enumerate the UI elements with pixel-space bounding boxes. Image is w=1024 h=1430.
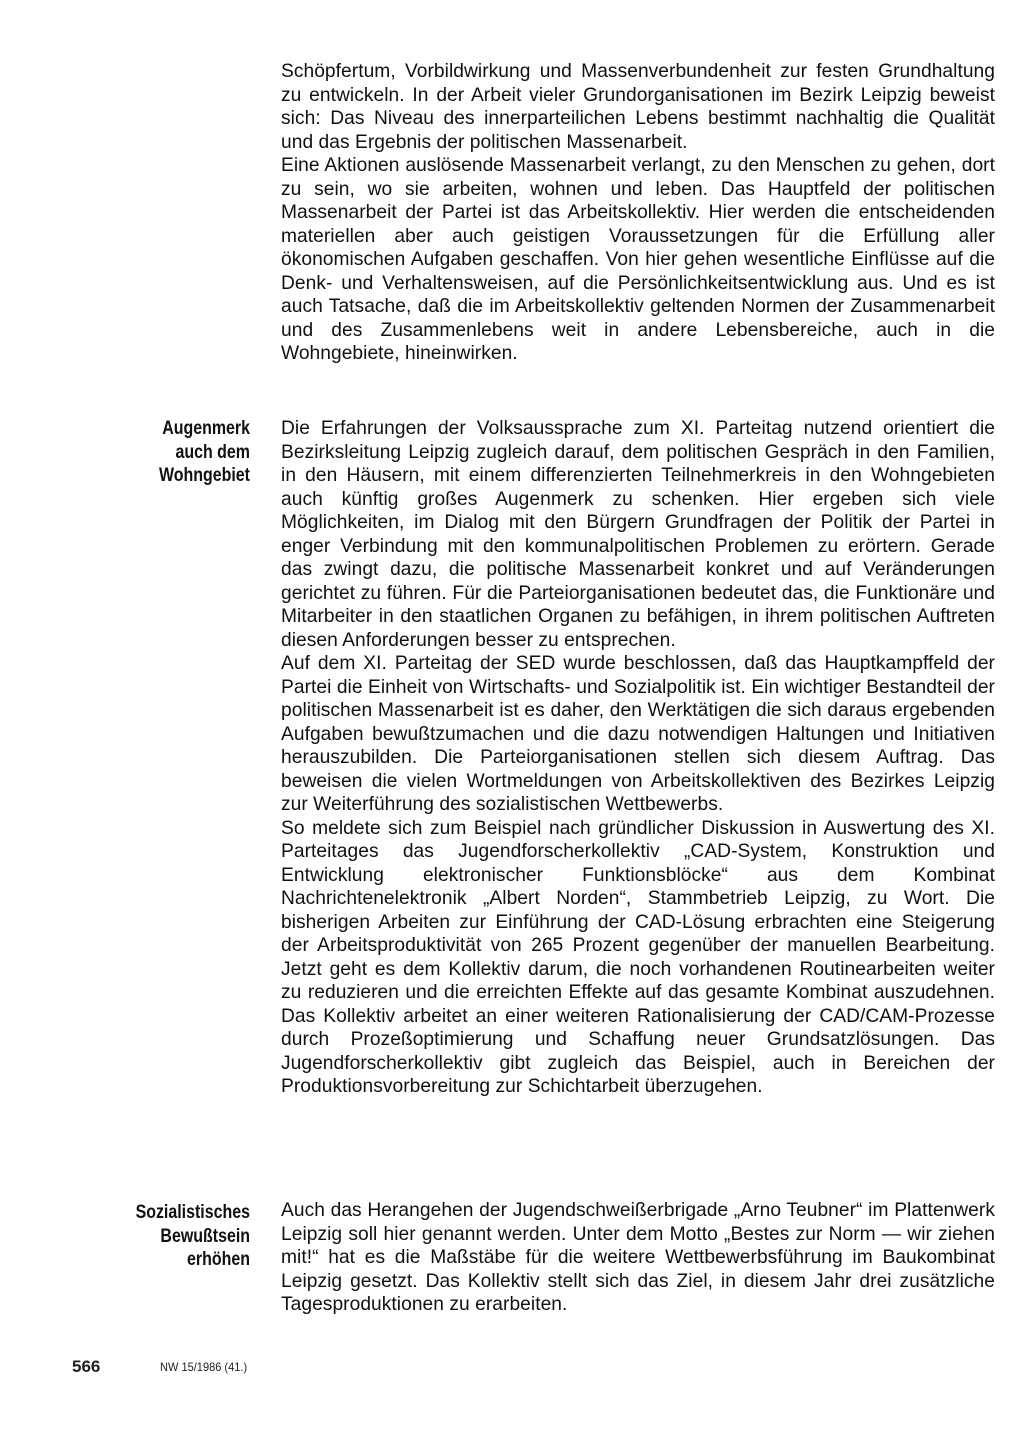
- text-block-wohngebiet: [281, 417, 995, 1099]
- paragraph: So meldete sich zum Beispiel nach gründlicher Diskussion in Auswertung des XI. Parteitages das Jugendforscherkollektiv „CAD-System, Konstruktion und Entwicklung elektronischer Funktionsblöcke“ aus dem Kombinat Nachrichtenelektronik „Albert Norden“, Stammbetrieb Leipzig, zu Wort. Die bisherigen Arbeiten zur Einführung der CAD-Lösung erbrachten eine Steigerung der Arbeitsproduktivität von 265 Prozent gegenüber der manuellen Bearbeitung. Jetzt geht es dem Kollektiv darum, die noch vorhandenen Routinearbeiten weiter zu reduzieren und die erreichten Effekte auf das gesamte Kombinat auszudehnen. Das Kollektiv arbeitet an einer weiteren Rationalisierung der CAD/CAM-Prozesse durch Prozeßoptimierung und Schaffung neuer Grundsatzlösungen. Das Jugendforscherkollektiv gibt zugleich das Beispiel, auch in Bereichen der Produktionsvorbereitung zur Schichtarbeit überzugehen.: [281, 817, 995, 1097]
- paragraph: Eine Aktionen auslösende Massenarbeit verlangt, zu den Menschen zu gehen, dort zu sein, wo sie arbeiten, wohnen und leben. Das Hauptfeld der politischen Massenarbeit der Partei ist das Arbeitskollektiv. Hier werden die entscheidenden materiellen aber auch geistigen Voraussetzungen für die Erfüllung aller ökonomischen Aufgaben geschaffen. Von hier gehen wesentliche Einflüsse auf die Denk- und Verhaltensweisen, auf die Persönlichkeitsentwicklung aus. Und es ist auch Tatsache, daß die im Arbeitskollektiv geltenden Normen der Zusammenarbeit und des Zusammenlebens weit in andere Lebensbereiche, auch in die Wohngebiete, hineinwirken.: [281, 155, 995, 364]
- text-block-bewusstsein: [281, 1199, 995, 1317]
- paragraph: Die Erfahrungen der Volksaussprache zum XI. Parteitag nutzend orientiert die Bezirksleitung Leipzig zugleich darauf, dem politischen Gespräch in den Familien, in den Häusern, mit einem differenzierten Teilnehmerkreis in den Wohngebieten auch künftig großes Augenmerk zu schenken. Hier ergeben sich viele Möglichkeiten, im Dialog mit den Bürgern Grundfragen der Politik der Partei in enger Verbindung mit den kommunalpolitischen Problemen zu erörtern. Gerade das zwingt dazu, die politische Massenarbeit konkret und auf Veränderungen gerichtet zu führen. Für die Parteiorganisationen bedeutet das, die Funktionäre und Mitarbeiter in den staatlichen Organen zu befähigen, in ihrem politischen Auftreten diesen Anforderungen besser zu entsprechen.: [281, 418, 995, 651]
- paragraph: Auch das Herangehen der Jugendschweißerbrigade „Arno Teubner“ im Plattenwerk Leipzig soll hier genannt werden. Unter dem Motto „Bestes zur Norm — wir ziehen mit!“ hat es die Maßstäbe für die weitere Wettbewerbsführung im Baukombinat Leipzig gesetzt. Das Kollektiv stellt sich das Ziel, in diesem Jahr drei zusätzliche Tagesproduktionen zu erarbeiten.: [281, 1200, 995, 1315]
- paragraph: Schöpfertum, Vorbildwirkung und Massenverbundenheit zur festen Grundhaltung zu entwickeln. In der Arbeit vieler Grundorganisationen im Bezirk Leipzig beweist sich: Das Niveau des innerparteilichen Lebens bestimmt nachhaltig die Qualität und das Ergebnis der politischen Massenarbeit.: [281, 61, 995, 153]
- text-block-intro: [281, 60, 995, 366]
- issue-reference: NW 15/1986 (41.): [160, 1360, 248, 1374]
- marginal-heading-wohngebiet: Augenmerk auch dem Wohngebiet: [158, 418, 250, 486]
- paragraph: Auf dem XI. Parteitag der SED wurde beschlossen, daß das Hauptkampffeld der Partei die Einheit von Wirtschafts- und Sozialpolitik ist. Ein wichtiger Bestandteil der politischen Massenarbeit ist es daher, den Werktätigen die sich daraus ergebenden Aufgaben bewußtzumachen und die dazu notwendigen Haltungen und Initiativen herauszubilden. Die Parteiorganisationen stellen sich diesem Auftrag. Das beweisen die vielen Wortmeldungen von Arbeitskollektiven des Bezirkes Leipzig zur Weiterführung des sozialistischen Wettbewerbs.: [281, 653, 995, 815]
- page-number: 566: [72, 1357, 101, 1376]
- marginal-heading-bewusstsein: Sozialistisches Bewußtsein erhöhen: [135, 1202, 250, 1270]
